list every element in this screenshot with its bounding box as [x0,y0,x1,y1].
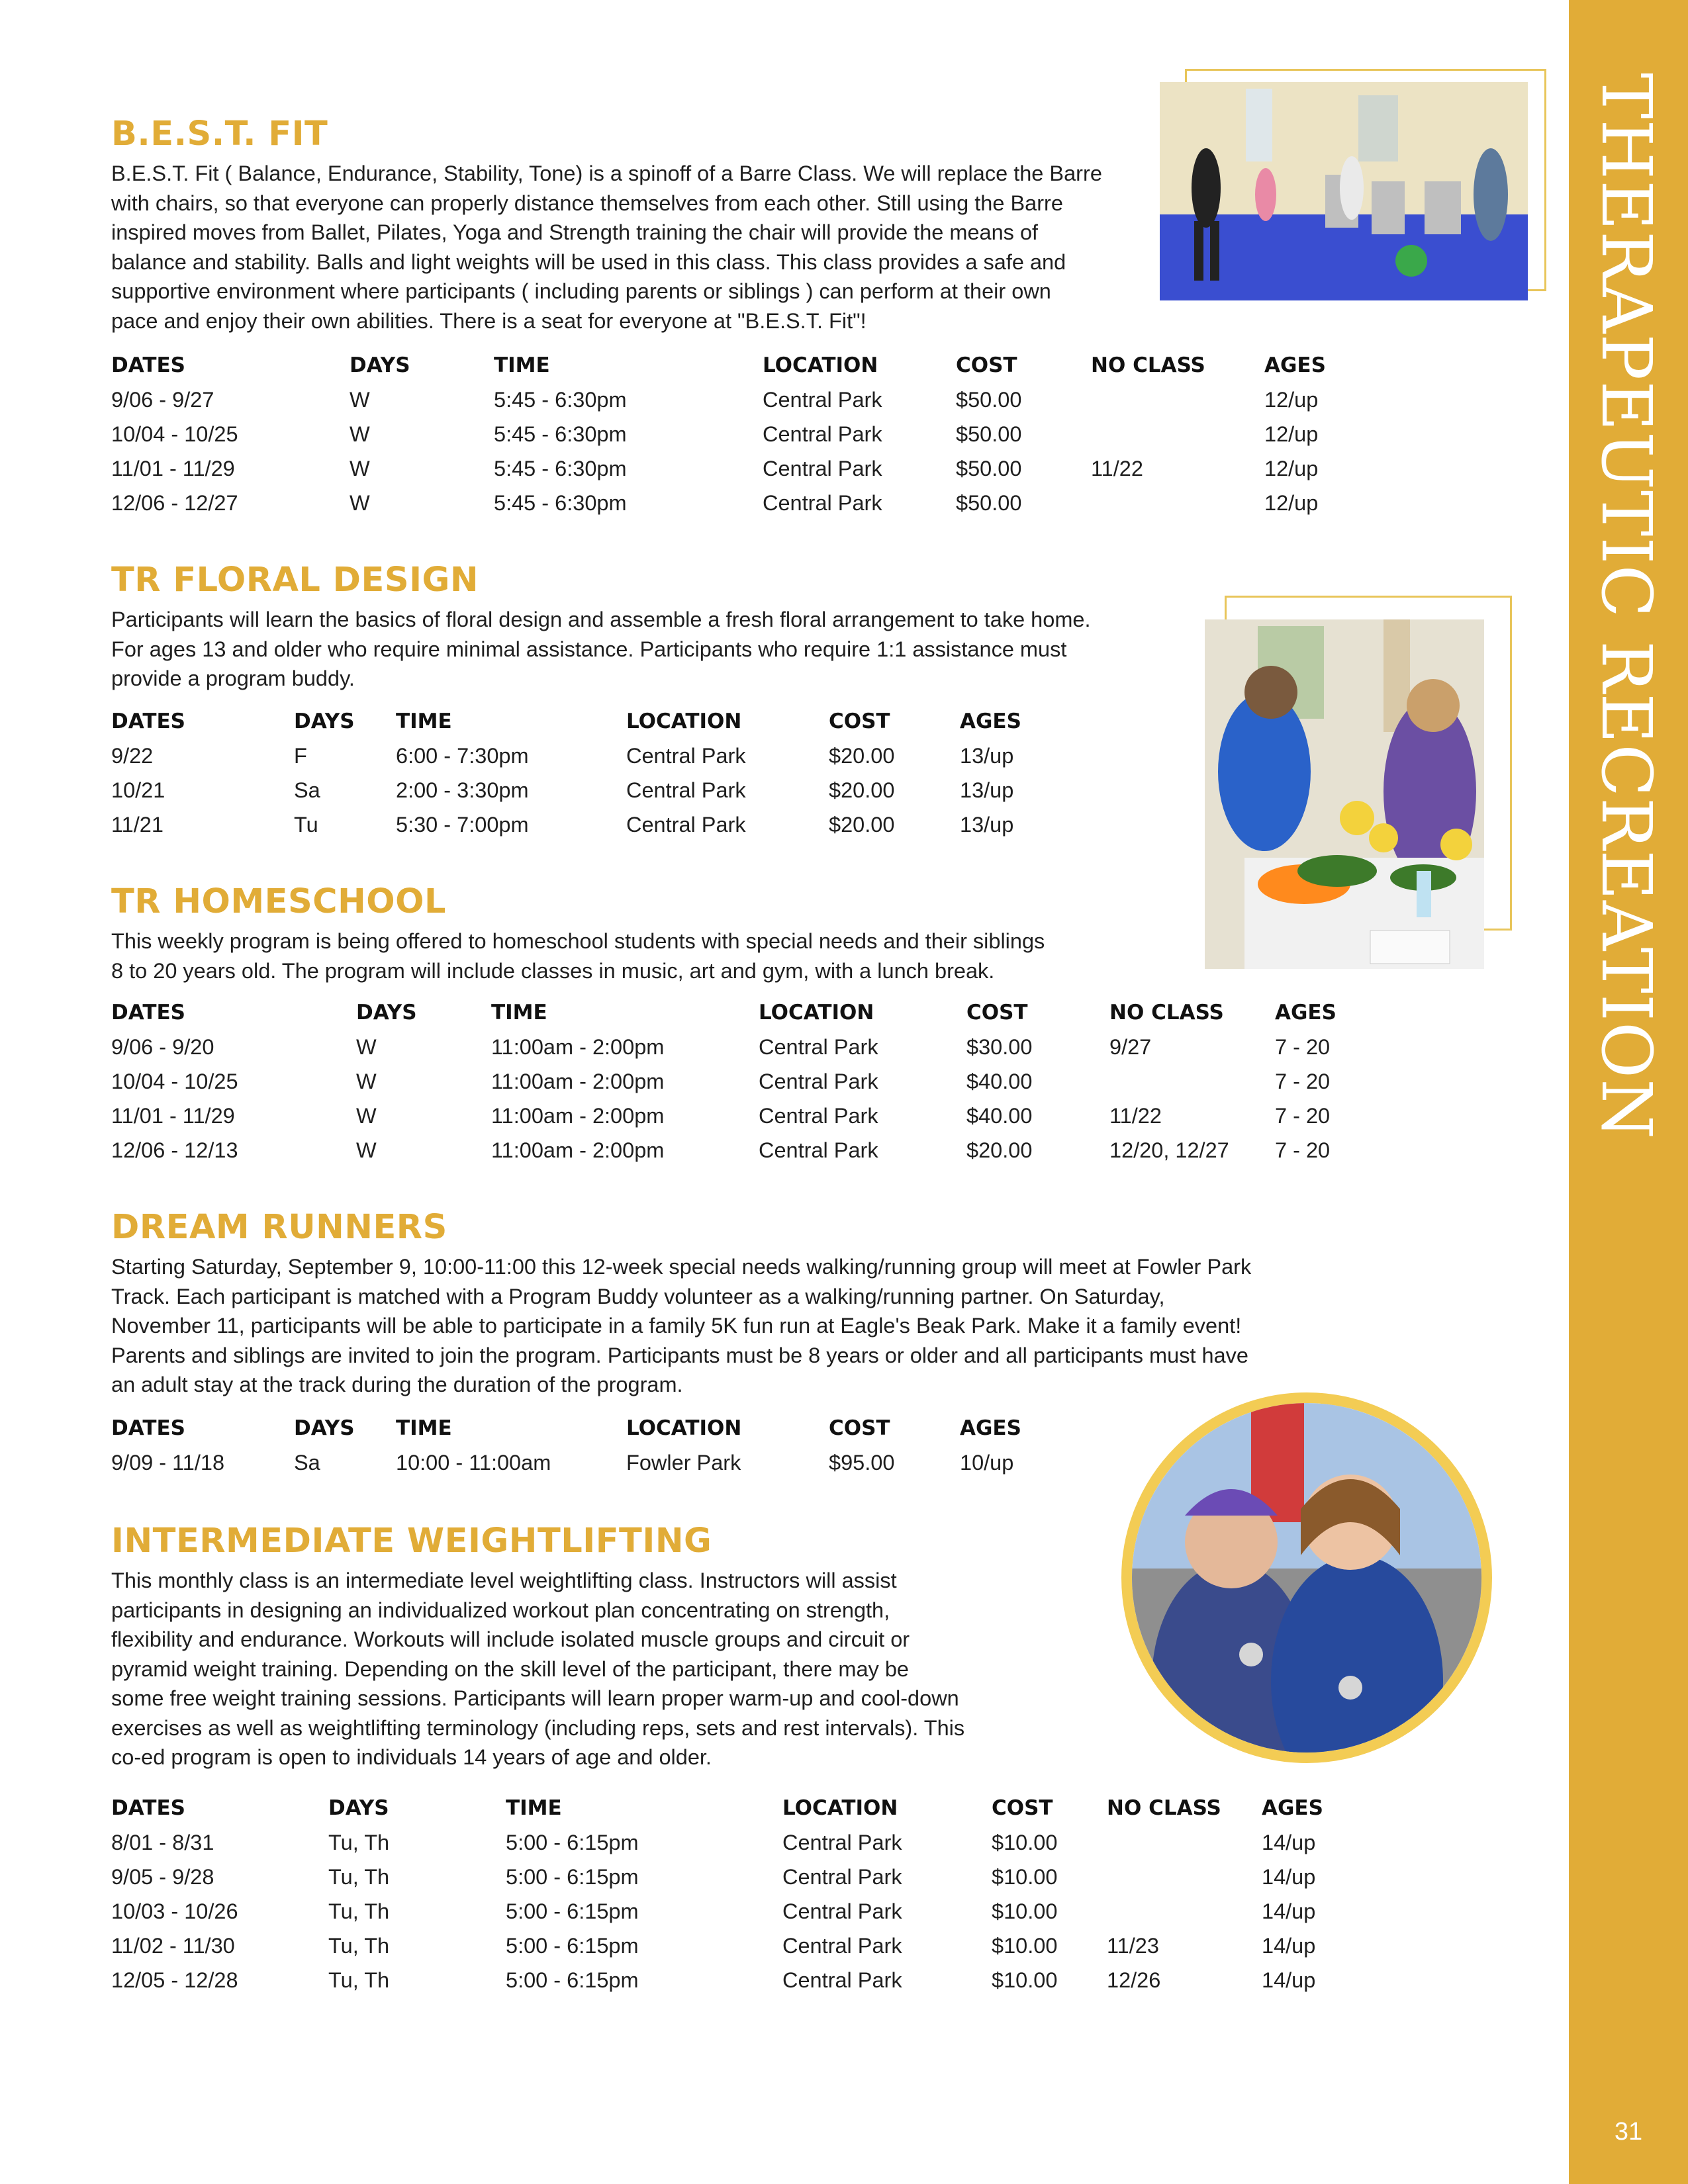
cell-location: Central Park [782,1865,902,1889]
column-header-time: TIME [494,353,550,377]
column-header-no-class: NO CLASS [1109,1001,1224,1024]
cell-time: 5:00 - 6:15pm [506,1899,639,1923]
cell-time: 5:45 - 6:30pm [494,422,627,446]
column-header-cost: COST [966,1001,1028,1024]
cell-days: W [356,1069,377,1093]
column-header-days: DAYS [328,1796,389,1820]
sidebar-title: THERAPEUTIC RECREATION [1586,73,1667,1140]
photo-dream-runners [1121,1392,1492,1763]
column-header-dates: DATES [111,1416,185,1440]
section-weightlifting [111,1518,1144,1772]
cell-ages: 14/up [1262,1865,1316,1889]
cell-cost: $50.00 [956,457,1022,480]
cell-dates: 10/04 - 10/25 [111,1069,238,1093]
cell-dates: 11/01 - 11/29 [111,1104,235,1128]
section-homeschool [111,879,1223,985]
cell-cost: $95.00 [829,1451,895,1475]
column-header-cost: COST [829,709,890,733]
cell-dates: 9/22 [111,744,154,768]
section-description: Participants will learn the basics of floral design and assemble a fresh floral arrangement to take home. For ages 13 and older who require minimal assistance. Participants who require 1:1 assistance must provide a program buddy. [111,608,1091,690]
cell-ages: 7 - 20 [1275,1138,1331,1162]
cell-time: 5:30 - 7:00pm [396,813,529,837]
column-header-days: DAYS [356,1001,417,1024]
column-header-ages: AGES [1262,1796,1323,1820]
photo-best-fit [1160,82,1528,300]
cell-location: Central Park [759,1138,878,1162]
cell-ages: 13/up [960,813,1014,837]
cell-dates: 8/01 - 8/31 [111,1831,214,1854]
column-header-location: LOCATION [763,353,878,377]
column-header-no-class: NO CLASS [1091,353,1205,377]
cell-cost: $10.00 [992,1831,1058,1854]
cell-ages: 10/up [960,1451,1014,1475]
cell-days: Tu, Th [328,1865,390,1889]
cell-days: W [356,1035,377,1059]
cell-days: Tu, Th [328,1934,390,1958]
page-number: 31 [1614,2118,1643,2146]
cell-dates: 10/04 - 10/25 [111,422,238,446]
cell-no-class: 12/20, 12/27 [1109,1138,1229,1162]
cell-cost: $10.00 [992,1865,1058,1889]
cell-location: Central Park [759,1069,878,1093]
cell-dates: 12/05 - 12/28 [111,1968,238,1992]
cell-time: 11:00am - 2:00pm [491,1035,665,1059]
cell-cost: $10.00 [992,1899,1058,1923]
column-header-cost: COST [829,1416,890,1440]
column-header-days: DAYS [350,353,410,377]
section-description: This weekly program is being offered to homeschool students with special needs and their siblings 8 to 20 years old. The program will include classes in music, art and gym, with a lunch break. [111,929,1045,983]
column-header-location: LOCATION [782,1796,898,1820]
section-dream-runners [111,1205,1515,1400]
cell-cost: $40.00 [966,1104,1033,1128]
cell-ages: 12/up [1264,491,1319,515]
cell-ages: 14/up [1262,1899,1316,1923]
photo-floral [1205,619,1484,969]
cell-location: Central Park [763,491,882,515]
column-header-cost: COST [956,353,1017,377]
cell-cost: $10.00 [992,1934,1058,1958]
cell-dates: 10/03 - 10/26 [111,1899,238,1923]
cell-time: 6:00 - 7:30pm [396,744,529,768]
cell-days: Sa [294,1451,320,1475]
cell-cost: $20.00 [829,744,895,768]
cell-location: Central Park [763,388,882,412]
cell-time: 5:45 - 6:30pm [494,388,627,412]
cell-cost: $30.00 [966,1035,1033,1059]
section-best-fit [111,111,1157,336]
cell-dates: 9/09 - 11/18 [111,1451,225,1475]
column-header-no-class: NO CLASS [1107,1796,1221,1820]
cell-days: W [350,422,370,446]
cell-time: 5:45 - 6:30pm [494,491,627,515]
cell-dates: 11/02 - 11/30 [111,1934,235,1958]
cell-no-class: 11/23 [1107,1934,1159,1958]
column-header-ages: AGES [960,709,1021,733]
section-heading: INTERMEDIATE WEIGHTLIFTING [111,1522,712,1561]
cell-cost: $50.00 [956,388,1022,412]
cell-ages: 13/up [960,778,1014,802]
cell-ages: 12/up [1264,422,1319,446]
cell-time: 11:00am - 2:00pm [491,1138,665,1162]
cell-days: Tu [294,813,318,837]
section-floral-design [111,557,1223,694]
column-header-time: TIME [506,1796,562,1820]
cell-ages: 14/up [1262,1831,1316,1854]
cell-time: 5:00 - 6:15pm [506,1865,639,1889]
cell-no-class: 11/22 [1091,457,1143,480]
section-heading: TR HOMESCHOOL [111,882,446,921]
cell-ages: 13/up [960,744,1014,768]
cell-days: F [294,744,307,768]
cell-cost: $50.00 [956,422,1022,446]
cell-dates: 9/06 - 9/20 [111,1035,214,1059]
cell-time: 11:00am - 2:00pm [491,1069,665,1093]
cell-location: Central Park [626,744,746,768]
cell-dates: 11/01 - 11/29 [111,457,235,480]
cell-location: Central Park [763,422,882,446]
cell-cost: $40.00 [966,1069,1033,1093]
cell-dates: 9/05 - 9/28 [111,1865,214,1889]
cell-cost: $20.00 [829,813,895,837]
cell-days: Tu, Th [328,1968,390,1992]
cell-time: 10:00 - 11:00am [396,1451,551,1475]
cell-ages: 12/up [1264,388,1319,412]
cell-location: Central Park [626,778,746,802]
cell-time: 5:00 - 6:15pm [506,1934,639,1958]
column-header-dates: DATES [111,1796,185,1820]
column-header-dates: DATES [111,1001,185,1024]
cell-location: Central Park [782,1968,902,1992]
cell-ages: 14/up [1262,1934,1316,1958]
cell-cost: $20.00 [829,778,895,802]
section-heading: B.E.S.T. FIT [111,114,328,154]
cell-location: Central Park [759,1035,878,1059]
cell-dates: 10/21 [111,778,165,802]
column-header-days: DAYS [294,1416,355,1440]
cell-days: Sa [294,778,320,802]
cell-location: Central Park [782,1899,902,1923]
column-header-time: TIME [491,1001,547,1024]
cell-days: W [350,457,370,480]
cell-cost: $10.00 [992,1968,1058,1992]
cell-location: Fowler Park [626,1451,741,1475]
cell-no-class: 12/26 [1107,1968,1161,1992]
cell-ages: 7 - 20 [1275,1035,1331,1059]
cell-no-class: 11/22 [1109,1104,1162,1128]
cell-location: Central Park [782,1831,902,1854]
cell-location: Central Park [759,1104,878,1128]
section-description: This monthly class is an intermediate level weightlifting class. Instructors will assist participants in designing an individualized workout plan concentrating on strength, flexibility and endurance. Workouts will include isolated muscle groups and circuit or pyramid weight training. Depending on the skill level of the participant, there may be some free weight training sessions. Participants will learn proper warm-up and cool-down exercises as well as weightlifting terminology (including reps, sets and rest intervals). This co-ed program is open to individuals 14 years of age and older. [111,1569,965,1769]
column-header-cost: COST [992,1796,1053,1820]
cell-days: W [356,1138,377,1162]
cell-time: 11:00am - 2:00pm [491,1104,665,1128]
cell-days: W [350,388,370,412]
cell-location: Central Park [782,1934,902,1958]
cell-dates: 9/06 - 9/27 [111,388,214,412]
column-header-time: TIME [396,709,452,733]
column-header-time: TIME [396,1416,452,1440]
cell-cost: $20.00 [966,1138,1033,1162]
cell-ages: 7 - 20 [1275,1104,1331,1128]
cell-dates: 11/21 [111,813,164,837]
column-header-ages: AGES [1275,1001,1336,1024]
column-header-ages: AGES [1264,353,1326,377]
cell-dates: 12/06 - 12/27 [111,491,238,515]
cell-time: 5:00 - 6:15pm [506,1831,639,1854]
column-header-location: LOCATION [626,1416,742,1440]
cell-ages: 7 - 20 [1275,1069,1331,1093]
cell-time: 5:00 - 6:15pm [506,1968,639,1992]
cell-days: Tu, Th [328,1831,390,1854]
cell-time: 5:45 - 6:30pm [494,457,627,480]
cell-cost: $50.00 [956,491,1022,515]
cell-location: Central Park [763,457,882,480]
cell-days: Tu, Th [328,1899,390,1923]
cell-ages: 12/up [1264,457,1319,480]
section-heading: TR FLORAL DESIGN [111,561,479,600]
cell-ages: 14/up [1262,1968,1316,1992]
cell-location: Central Park [626,813,746,837]
column-header-ages: AGES [960,1416,1021,1440]
cell-time: 2:00 - 3:30pm [396,778,529,802]
section-description: Starting Saturday, September 9, 10:00-11:00 this 12-week special needs walking/running group will meet at Fowler Park Track. Each participant is matched with a Program Buddy volunteer as a walking/running partner. On Saturday, November 11, participants will be able to participate in a family 5K fun run at Eagle's Beak Park. Make it a family event! Parents and siblings are invited to join the program. Participants must be 8 years or older and all participants must have an adult stay at the track during the duration of the program. [111,1255,1252,1396]
cell-dates: 12/06 - 12/13 [111,1138,238,1162]
column-header-location: LOCATION [626,709,742,733]
cell-days: W [356,1104,377,1128]
column-header-dates: DATES [111,353,185,377]
cell-days: W [350,491,370,515]
cell-no-class: 9/27 [1109,1035,1152,1059]
column-header-location: LOCATION [759,1001,874,1024]
column-header-dates: DATES [111,709,185,733]
section-heading: DREAM RUNNERS [111,1208,447,1247]
section-description: B.E.S.T. Fit ( Balance, Endurance, Stability, Tone) is a spinoff of a Barre Class. We will replace the Barre with chairs, so that everyone can properly distance themselves from each other. Still using the Barre inspired moves from Ballet, Pilates, Yoga and Strength training the chair will provide the means of balance and stability. Balls and light weights will be used in this class. This class provides a safe and supportive environment where participants ( including parents or siblings ) can perform at their own pace and enjoy their own abilities. There is a seat for everyone at "B.E.S.T. Fit"! [111,161,1102,333]
column-header-days: DAYS [294,709,355,733]
